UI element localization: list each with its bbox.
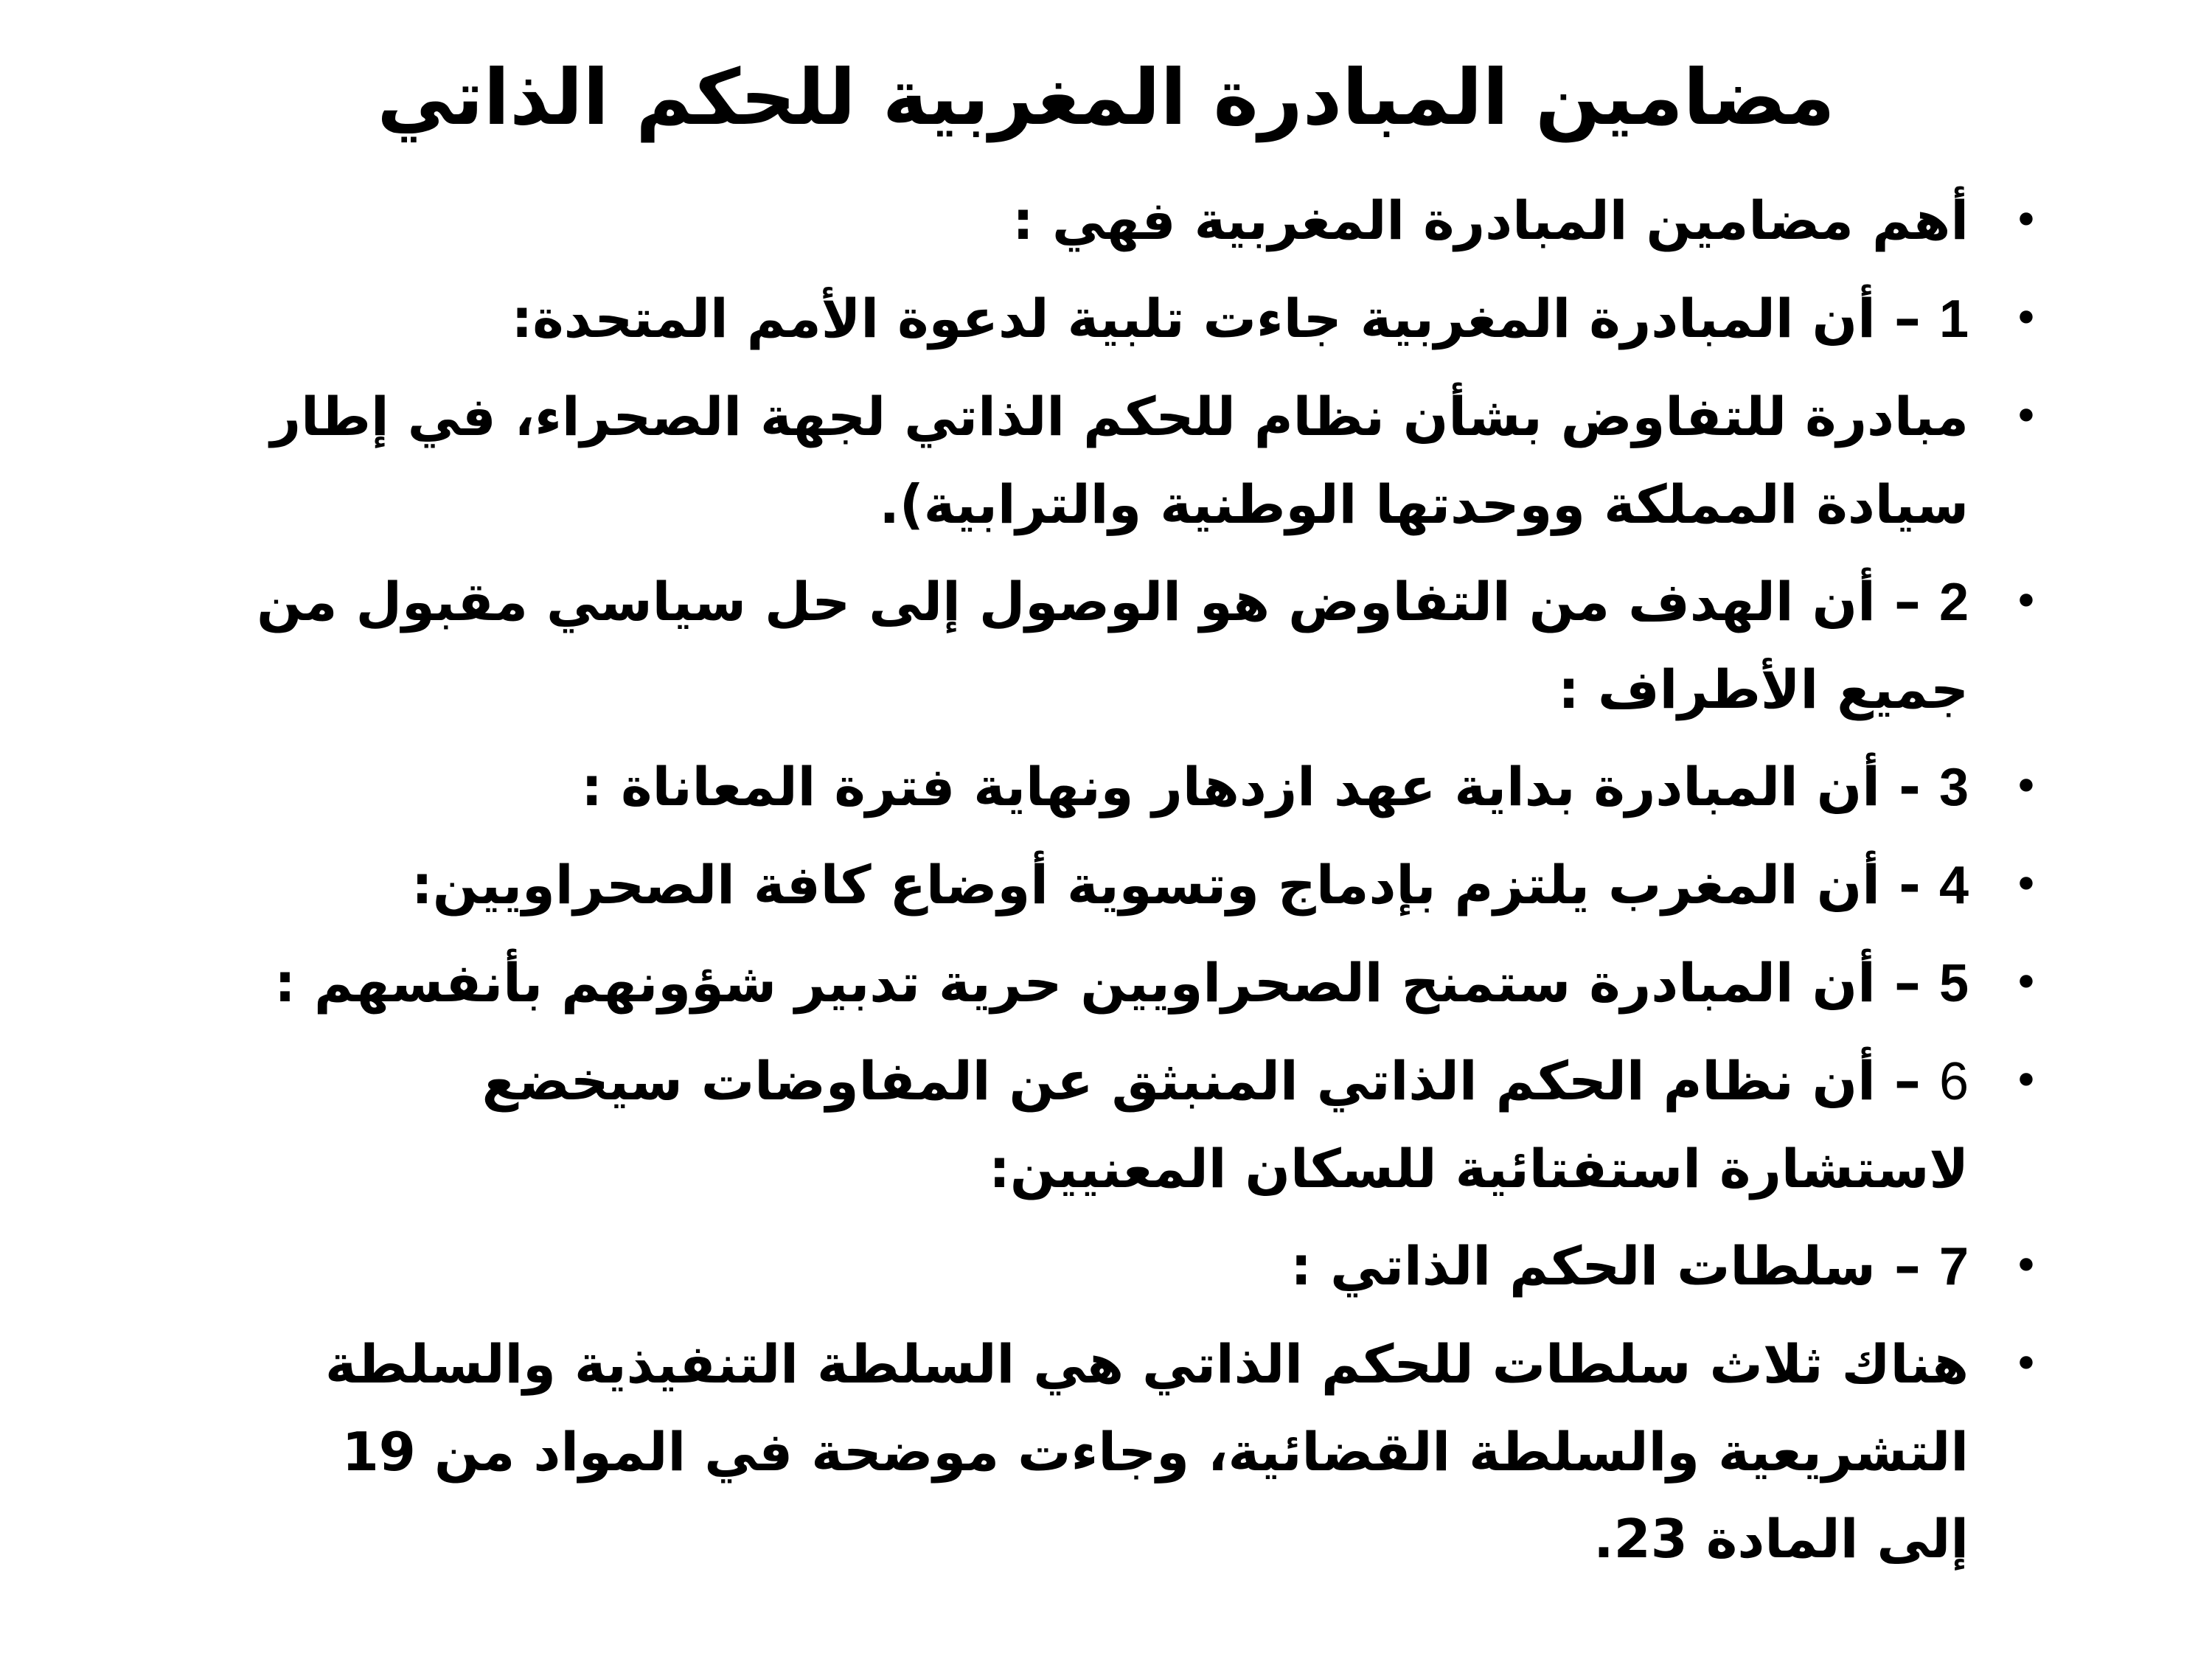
list-item [243, 177, 2065, 265]
bullet-icon: • [2013, 859, 2039, 911]
bullet-icon: • [2013, 761, 2039, 813]
list-item [243, 373, 2065, 548]
item-text: مبادرة للتفاوض بشأن نظام للحكم الذاتي لجهة الصحراء، في إطار سيادة المملكة ووحدتها الوطنية والترابية). [270, 386, 1969, 535]
bullet-icon: • [2013, 293, 2039, 344]
item-text: أهم مضامين المبادرة المغربية فهي : [1012, 189, 1969, 251]
list-item [243, 1321, 2065, 1582]
item-number: 5 [1938, 954, 1969, 1013]
item-number: 3 [1938, 758, 1969, 817]
item-text: – أن المبادرة ستمنح الصحراويين حرية تدبير شؤونهم بأنفسهم : [274, 952, 1939, 1014]
item-text: - أن المبادرة بداية عهد ازدهار ونهاية فترة المعاناة : [581, 756, 1939, 818]
list-item [243, 939, 2065, 1027]
bullet-icon: • [2013, 1055, 2039, 1107]
bullet-icon: • [2013, 391, 2039, 442]
list-item [243, 1037, 2065, 1212]
item-number: 1 [1938, 290, 1969, 349]
list-item [243, 1222, 2065, 1310]
item-text: - أن المغرب يلتزم بإدماج وتسوية أوضاع كافة الصحراويين: [411, 854, 1939, 916]
list-item [243, 743, 2065, 831]
list-item [243, 841, 2065, 929]
item-number: 4 [1938, 856, 1969, 915]
item-number: 2 [1938, 573, 1969, 632]
list-item [243, 275, 2065, 363]
item-text: – أن المبادرة المغربية جاءت تلبية لدعوة الأمم المتحدة: [511, 288, 1939, 349]
item-text: – سلطات الحكم الذاتي : [1290, 1235, 1939, 1297]
list-item [243, 558, 2065, 733]
item-number: 7 [1938, 1237, 1969, 1296]
item-text: هناك ثلاث سلطات للحكم الذاتي هي السلطة التنفيذية والسلطة التشريعية والسلطة القضائية، وجاءت موضحة في المواد من 19 إلى المادة 23. [324, 1333, 1969, 1570]
item-text: – أن نظام الحكم الذاتي المنبثق عن المفاوضات سيخضع لاستشارة استفتائية للسكان المعنيين: [481, 1050, 1969, 1200]
item-number: 6 [1938, 1052, 1969, 1111]
bullet-icon: • [2013, 957, 2039, 1009]
bullet-list [243, 177, 2065, 1593]
bullet-icon: • [2013, 1338, 2039, 1390]
slide-title: مضامين المبادرة المغربية للحكم الذاتي [377, 52, 1835, 142]
bullet-icon: • [2013, 1240, 2039, 1292]
bullet-icon: • [2013, 576, 2039, 627]
item-text: – أن الهدف من التفاوض هو الوصول إلى حل سياسي مقبول من جميع الأطراف : [257, 571, 1969, 720]
bullet-icon: • [2013, 195, 2039, 246]
